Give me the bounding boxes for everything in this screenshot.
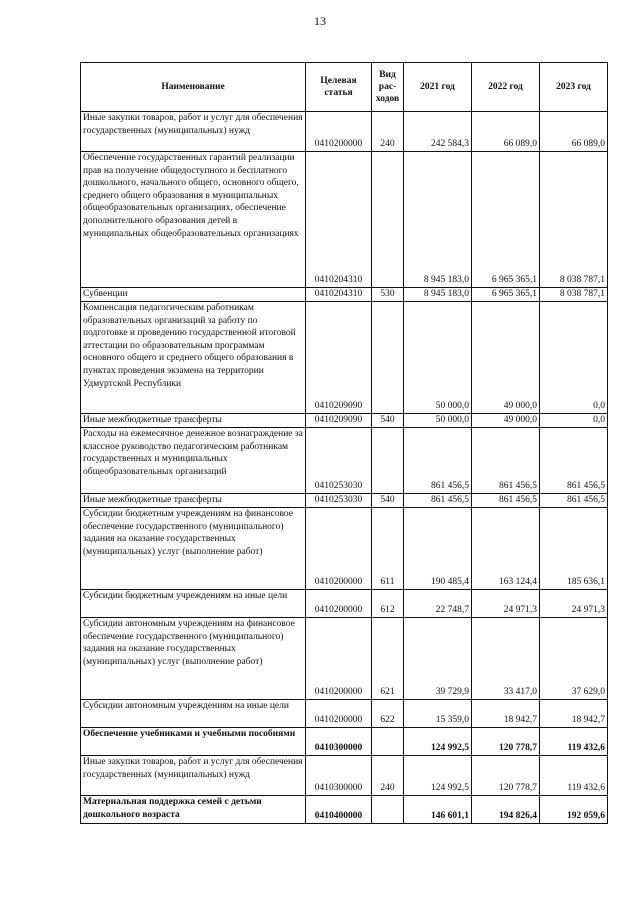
header-type: Вид рас-ходов	[372, 63, 404, 112]
row-target: 0410209090	[306, 414, 372, 428]
row-target: 0410200000	[306, 112, 372, 152]
row-type	[372, 796, 404, 824]
row-2023: 192 059,6	[540, 796, 608, 824]
row-2023: 66 089,0	[540, 112, 608, 152]
table-row	[81, 414, 608, 428]
row-2023: 185 636,1	[540, 508, 608, 590]
table-row	[81, 728, 608, 756]
row-type: 540	[372, 414, 404, 428]
table-row	[81, 288, 608, 302]
row-name: Иные межбюджетные трансферты	[81, 494, 306, 508]
row-2021: 124 992,5	[404, 756, 472, 796]
row-type	[372, 152, 404, 288]
row-2023: 119 432,6	[540, 756, 608, 796]
row-2022: 33 417,0	[472, 618, 540, 700]
row-2023: 0,0	[540, 302, 608, 414]
row-2023: 861 456,5	[540, 428, 608, 494]
page-number: 13	[314, 14, 326, 28]
row-target: 0410200000	[306, 700, 372, 728]
row-2021: 50 000,0	[404, 302, 472, 414]
row-name: Субсидии автономным учреждениям на иные цели	[81, 700, 306, 728]
row-type	[372, 302, 404, 414]
row-type	[372, 728, 404, 756]
row-2021: 146 601,1	[404, 796, 472, 824]
row-name: Иные межбюджетные трансферты	[81, 414, 306, 428]
row-2023: 119 432,6	[540, 728, 608, 756]
row-name: Субсидии бюджетным учреждениям на иные цели	[81, 590, 306, 618]
row-target: 0410200000	[306, 508, 372, 590]
row-name: Субсидии автономным учреждениям на финансовое обеспечение государственного (муниципального) задания на оказание государственных (муниципальных) услуг (выполнение работ)	[81, 618, 306, 700]
header-2022: 2022 год	[472, 63, 540, 112]
row-2021: 861 456,5	[404, 428, 472, 494]
row-2022: 24 971,3	[472, 590, 540, 618]
row-2021: 15 359,0	[404, 700, 472, 728]
row-type: 611	[372, 508, 404, 590]
row-2022: 163 124,4	[472, 508, 540, 590]
row-2022: 6 965 365,1	[472, 152, 540, 288]
row-2022: 6 965 365,1	[472, 288, 540, 302]
row-name: Обеспечение государственных гарантий реализации прав на получение общедоступного и бесплатного дошкольного, начального общего, основного общего, среднего общего образования в муниципальных общеобразовательных организациях, обеспечение дополнительного образования детей в муниципальных общеобразовательных организациях	[81, 152, 306, 288]
budget-table	[80, 62, 608, 824]
row-2022: 120 778,7	[472, 728, 540, 756]
row-2022: 861 456,5	[472, 494, 540, 508]
row-2023: 8 038 787,1	[540, 288, 608, 302]
row-type: 240	[372, 756, 404, 796]
row-type: 240	[372, 112, 404, 152]
row-name: Субвенции	[81, 288, 306, 302]
table-row	[81, 302, 608, 414]
row-2022: 66 089,0	[472, 112, 540, 152]
row-target: 0410300000	[306, 728, 372, 756]
table-row	[81, 152, 608, 288]
row-type: 530	[372, 288, 404, 302]
row-name: Расходы на ежемесячное денежное вознаграждение за классное руководство педагогическим работникам государственных и муниципальных общеобразовательных организаций	[81, 428, 306, 494]
table-row	[81, 618, 608, 700]
header-name: Наименование	[81, 63, 306, 112]
row-2022: 18 942,7	[472, 700, 540, 728]
table-row	[81, 796, 608, 824]
row-name: Материальная поддержка семей с детьми дошкольного возраста	[81, 796, 306, 824]
table-row	[81, 112, 608, 152]
row-target: 0410200000	[306, 618, 372, 700]
row-target: 0410300000	[306, 756, 372, 796]
header-2021: 2021 год	[404, 63, 472, 112]
row-name: Компенсация педагогическим работникам образовательных организаций за работу по подготовке и проведению государственной итоговой аттестации по образовательным программам основного общего и среднего общего образования в пунктах проведения экзамена на территории Удмуртской Республики	[81, 302, 306, 414]
header-row	[81, 63, 608, 112]
table-row	[81, 428, 608, 494]
row-target: 0410209090	[306, 302, 372, 414]
row-2021: 8 945 183,0	[404, 288, 472, 302]
table-row	[81, 756, 608, 796]
row-type: 540	[372, 494, 404, 508]
row-2023: 37 629,0	[540, 618, 608, 700]
table-row	[81, 700, 608, 728]
table-row	[81, 494, 608, 508]
header-2023: 2023 год	[540, 63, 608, 112]
row-target: 0410204310	[306, 288, 372, 302]
row-2021: 124 992,5	[404, 728, 472, 756]
row-2021: 242 584,3	[404, 112, 472, 152]
row-name: Иные закупки товаров, работ и услуг для обеспечения государственных (муниципальных) нужд	[81, 112, 306, 152]
row-2022: 194 826,4	[472, 796, 540, 824]
row-name: Субсидии бюджетным учреждениям на финансовое обеспечение государственного (муниципального) задания на оказание государственных (муниципальных) услуг (выполнение работ)	[81, 508, 306, 590]
row-2021: 190 485,4	[404, 508, 472, 590]
row-2023: 8 038 787,1	[540, 152, 608, 288]
row-2022: 49 000,0	[472, 302, 540, 414]
row-type: 622	[372, 700, 404, 728]
row-2022: 861 456,5	[472, 428, 540, 494]
header-target: Целевая статья	[306, 63, 372, 112]
row-2021: 39 729,9	[404, 618, 472, 700]
row-2023: 0,0	[540, 414, 608, 428]
table-row	[81, 508, 608, 590]
row-target: 0410253030	[306, 494, 372, 508]
row-2023: 24 971,3	[540, 590, 608, 618]
row-2022: 49 000,0	[472, 414, 540, 428]
row-2021: 8 945 183,0	[404, 152, 472, 288]
row-type: 621	[372, 618, 404, 700]
row-type	[372, 428, 404, 494]
row-2021: 50 000,0	[404, 414, 472, 428]
row-target: 0410400000	[306, 796, 372, 824]
row-target: 0410200000	[306, 590, 372, 618]
row-name: Иные закупки товаров, работ и услуг для обеспечения государственных (муниципальных) нужд	[81, 756, 306, 796]
row-2023: 18 942,7	[540, 700, 608, 728]
row-target: 0410253030	[306, 428, 372, 494]
row-name: Обеспечение учебниками и учебными пособиями	[81, 728, 306, 756]
table-row	[81, 590, 608, 618]
row-type: 612	[372, 590, 404, 618]
row-2021: 22 748,7	[404, 590, 472, 618]
row-target: 0410204310	[306, 152, 372, 288]
row-2021: 861 456,5	[404, 494, 472, 508]
row-2023: 861 456,5	[540, 494, 608, 508]
row-2022: 120 778,7	[472, 756, 540, 796]
